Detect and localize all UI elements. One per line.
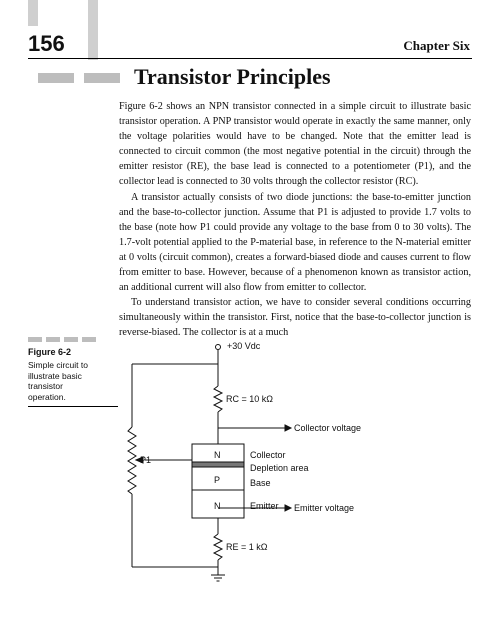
rc-resistor [214, 386, 222, 412]
supply-node [216, 345, 221, 350]
paragraph-2: A transistor actually consists of two diode junctions: the base-to-emitter junction and the base-to-collector junction. Assume that P1 is adjusted to provide 1.7 volts to the base (note how P1 could provide any voltage to the base from 0 to 30 volts). The 1.7-volt potential applied to the P-material base, in reference to the N-material emitter at 0 volts (circuit common), creates a forward-biased diode and causes current to flow from emitter to base. However, because of a phenomenon known as transistor action, an additional current will also flow from emitter to collector. [119, 191, 471, 294]
page-number: 156 [28, 31, 65, 56]
figure-caption: Simple circuit to illustrate basic transistor operation. [28, 360, 88, 402]
collector-label: Collector [250, 450, 286, 460]
collector-arrow-head [285, 425, 291, 431]
depletion-label: Depletion area [250, 463, 309, 473]
emitter-label: Emitter [250, 501, 279, 511]
p-mid-label: P [214, 475, 221, 485]
supply-label: +30 Vdc [227, 341, 261, 351]
base-label: Base [250, 478, 271, 488]
section-title: Transistor Principles [134, 64, 331, 89]
n-bottom-label: N [214, 501, 221, 511]
re-label: RE = 1 kΩ [226, 542, 268, 552]
chapter-label: Chapter Six [403, 38, 470, 53]
re-resistor [214, 534, 222, 560]
paragraph-1: Figure 6-2 shows an NPN transistor connected in a simple circuit to illustrate basic transistor operation. A PNP transistor would operate in exactly the same manner, only the voltage polarities would have to be changed. Note that the emitter lead is connected to circuit common (the most negative potential in the circuit) through the emitter resistor (RE), the base lead is connected to a potentiometer (P1), and the collector lead is connected to 30 volts through the collector resistor (RC). [119, 101, 471, 188]
emitter-voltage-label: Emitter voltage [294, 503, 355, 513]
p1-label: P1 [140, 455, 152, 465]
emitter-arrow-head [285, 505, 291, 511]
rc-label: RC = 10 kΩ [226, 394, 273, 404]
depletion-area [192, 462, 244, 467]
p1-potentiometer [128, 427, 136, 494]
paragraph-3: To understand transistor action, we have to consider several conditions occurring simultaneously within the transistor. First, notice that the base-to-collector junction is reverse-biased. The collector is at a much [119, 297, 471, 339]
n-top-label: N [214, 450, 221, 460]
figure-label: Figure 6-2 [28, 347, 72, 357]
collector-voltage-label: Collector voltage [294, 423, 362, 433]
